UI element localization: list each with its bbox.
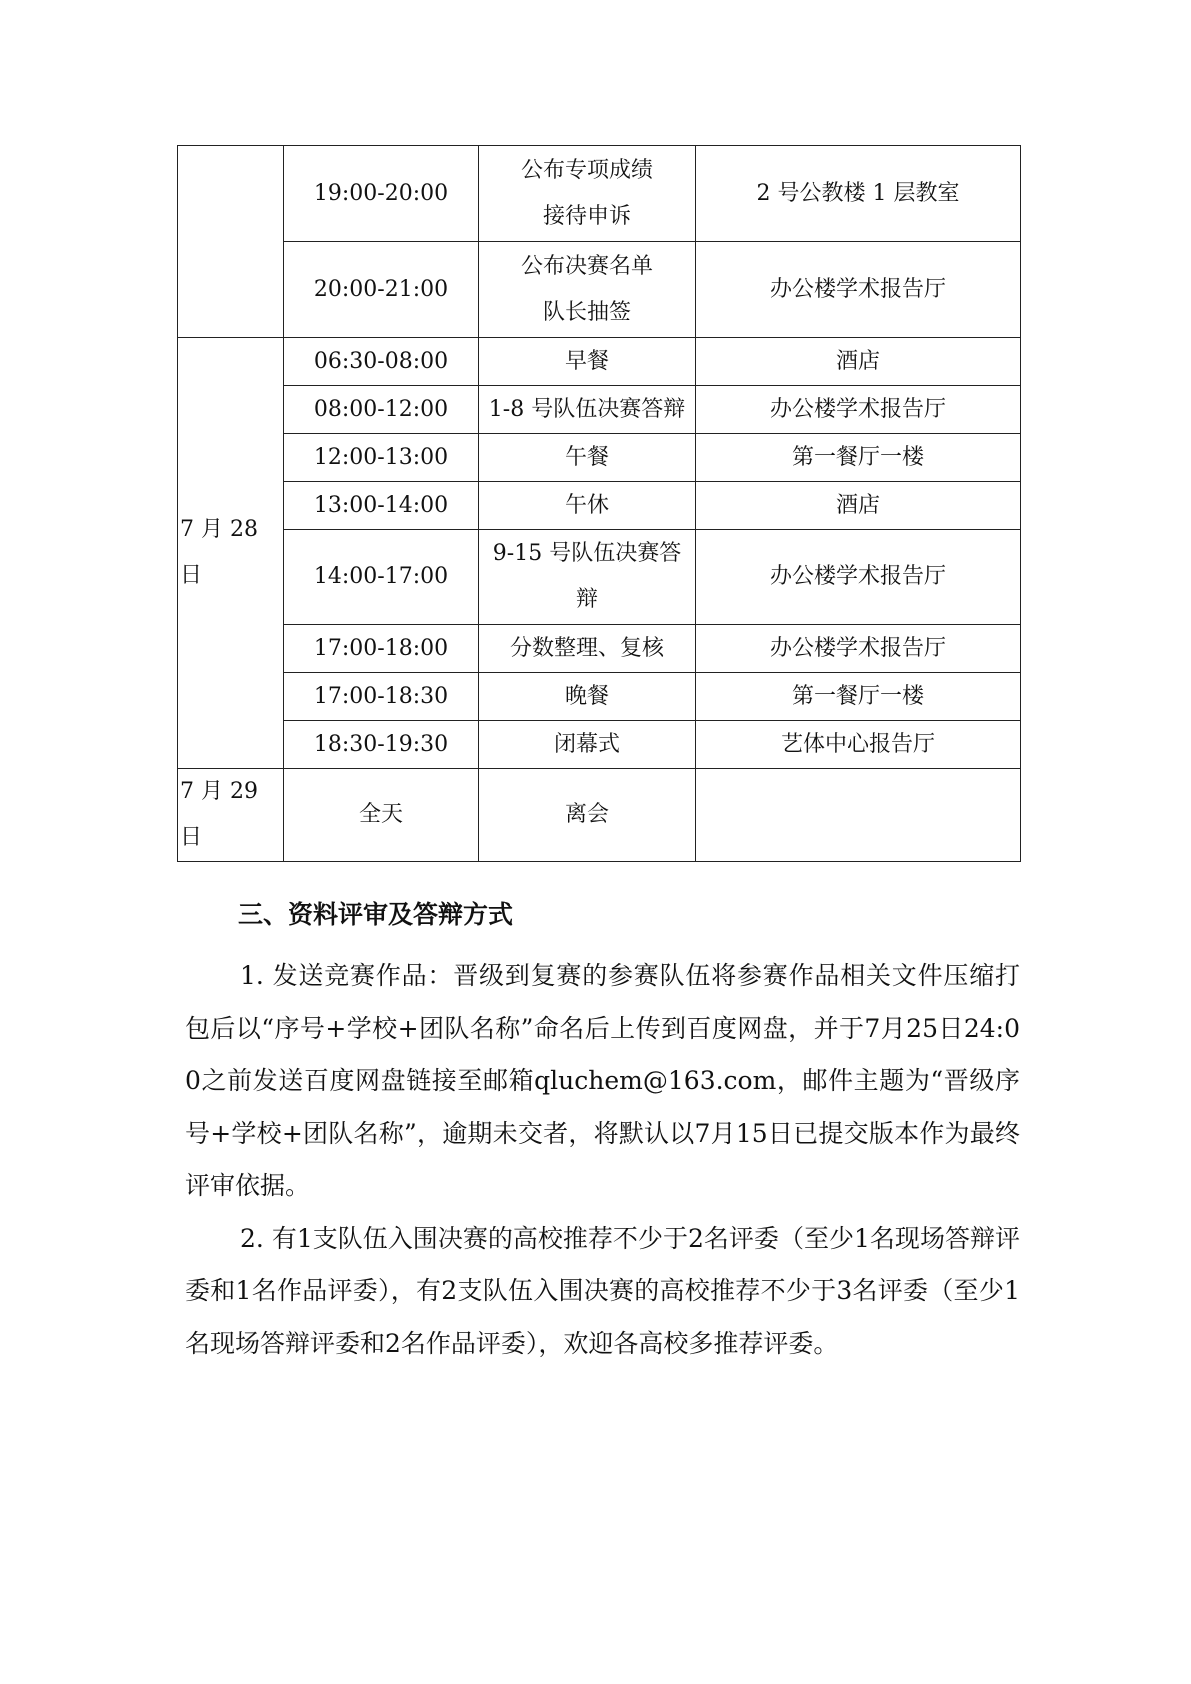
event-line: 公布决赛名单 bbox=[520, 253, 653, 279]
location-cell bbox=[696, 769, 1021, 862]
table-row bbox=[178, 673, 1021, 721]
table-row bbox=[178, 434, 1021, 482]
event-cell: 午休 bbox=[479, 482, 696, 530]
time-cell: 19:00-20:00 bbox=[284, 146, 479, 242]
date-cell-empty bbox=[178, 146, 284, 338]
location-cell: 办公楼学术报告厅 bbox=[696, 530, 1021, 625]
table-row bbox=[178, 530, 1021, 625]
event-cell bbox=[479, 530, 696, 625]
event-line: 队长抽签 bbox=[542, 299, 631, 325]
paragraph-submission: 1. 发送竞赛作品：晋级到复赛的参赛队伍将参赛作品相关文件压缩打包后以“序号+学校+团队名称”命名后上传到百度网盘，并于7月25日24:00之前发送百度网盘链接至邮箱qluchem@163.com，邮件主题为“晋级序号+学校+团队名称”，逾期未交者，将默认以7月15日已提交版本作为最终评审依据。 bbox=[185, 961, 1020, 1200]
location-cell: 酒店 bbox=[696, 482, 1021, 530]
time-cell: 17:00-18:30 bbox=[284, 673, 479, 721]
event-cell bbox=[479, 146, 696, 242]
event-cell: 分数整理、复核 bbox=[479, 625, 696, 673]
event-line: 辩 bbox=[575, 587, 598, 612]
time-cell: 17:00-18:00 bbox=[284, 625, 479, 673]
location-cell: 第一餐厅一楼 bbox=[696, 673, 1021, 721]
table-row bbox=[178, 625, 1021, 673]
time-cell: 20:00-21:00 bbox=[284, 242, 479, 338]
location-cell: 艺体中心报告厅 bbox=[696, 721, 1021, 769]
paragraph-judges: 2. 有1支队伍入围决赛的高校推荐不少于2名评委（至少1名现场答辩评委和1名作品评委），有2支队伍入围决赛的高校推荐不少于3名评委（至少1名现场答辩评委和2名作品评委），欢迎各高校多推荐评委。 bbox=[185, 1223, 1020, 1358]
event-line: 接待申诉 bbox=[542, 203, 631, 229]
date-cell: 7 月 28 日 bbox=[178, 338, 284, 769]
time-cell: 18:30-19:30 bbox=[284, 721, 479, 769]
table-row bbox=[178, 338, 1021, 386]
table-row bbox=[178, 721, 1021, 769]
time-cell: 14:00-17:00 bbox=[284, 530, 479, 625]
location-cell: 办公楼学术报告厅 bbox=[696, 625, 1021, 673]
table-row bbox=[178, 769, 1021, 862]
date-cell: 7 月 29 日 bbox=[178, 769, 284, 862]
time-cell: 06:30-08:00 bbox=[284, 338, 479, 386]
section-heading: 三、资料评审及答辩方式 bbox=[238, 900, 514, 929]
event-cell: 1-8 号队伍决赛答辩 bbox=[479, 386, 696, 434]
table-row bbox=[178, 482, 1021, 530]
event-cell: 晚餐 bbox=[479, 673, 696, 721]
table-row bbox=[178, 242, 1021, 338]
table-row bbox=[178, 386, 1021, 434]
location-cell: 2 号公教楼 1 层教室 bbox=[696, 146, 1021, 242]
time-cell: 13:00-14:00 bbox=[284, 482, 479, 530]
location-cell: 办公楼学术报告厅 bbox=[696, 242, 1021, 338]
event-cell: 离会 bbox=[479, 769, 696, 862]
location-cell: 第一餐厅一楼 bbox=[696, 434, 1021, 482]
event-cell bbox=[479, 242, 696, 338]
location-cell: 酒店 bbox=[696, 338, 1021, 386]
schedule-table bbox=[177, 145, 1021, 862]
table-row bbox=[178, 146, 1021, 242]
time-cell: 12:00-13:00 bbox=[284, 434, 479, 482]
section-review-defense bbox=[185, 890, 1020, 1370]
event-cell: 早餐 bbox=[479, 338, 696, 386]
event-line: 公布专项成绩 bbox=[520, 157, 653, 183]
location-cell: 办公楼学术报告厅 bbox=[696, 386, 1021, 434]
event-line: 9-15 号队伍决赛答 bbox=[492, 541, 682, 566]
time-cell: 全天 bbox=[284, 769, 479, 862]
event-cell: 闭幕式 bbox=[479, 721, 696, 769]
time-cell: 08:00-12:00 bbox=[284, 386, 479, 434]
event-cell: 午餐 bbox=[479, 434, 696, 482]
